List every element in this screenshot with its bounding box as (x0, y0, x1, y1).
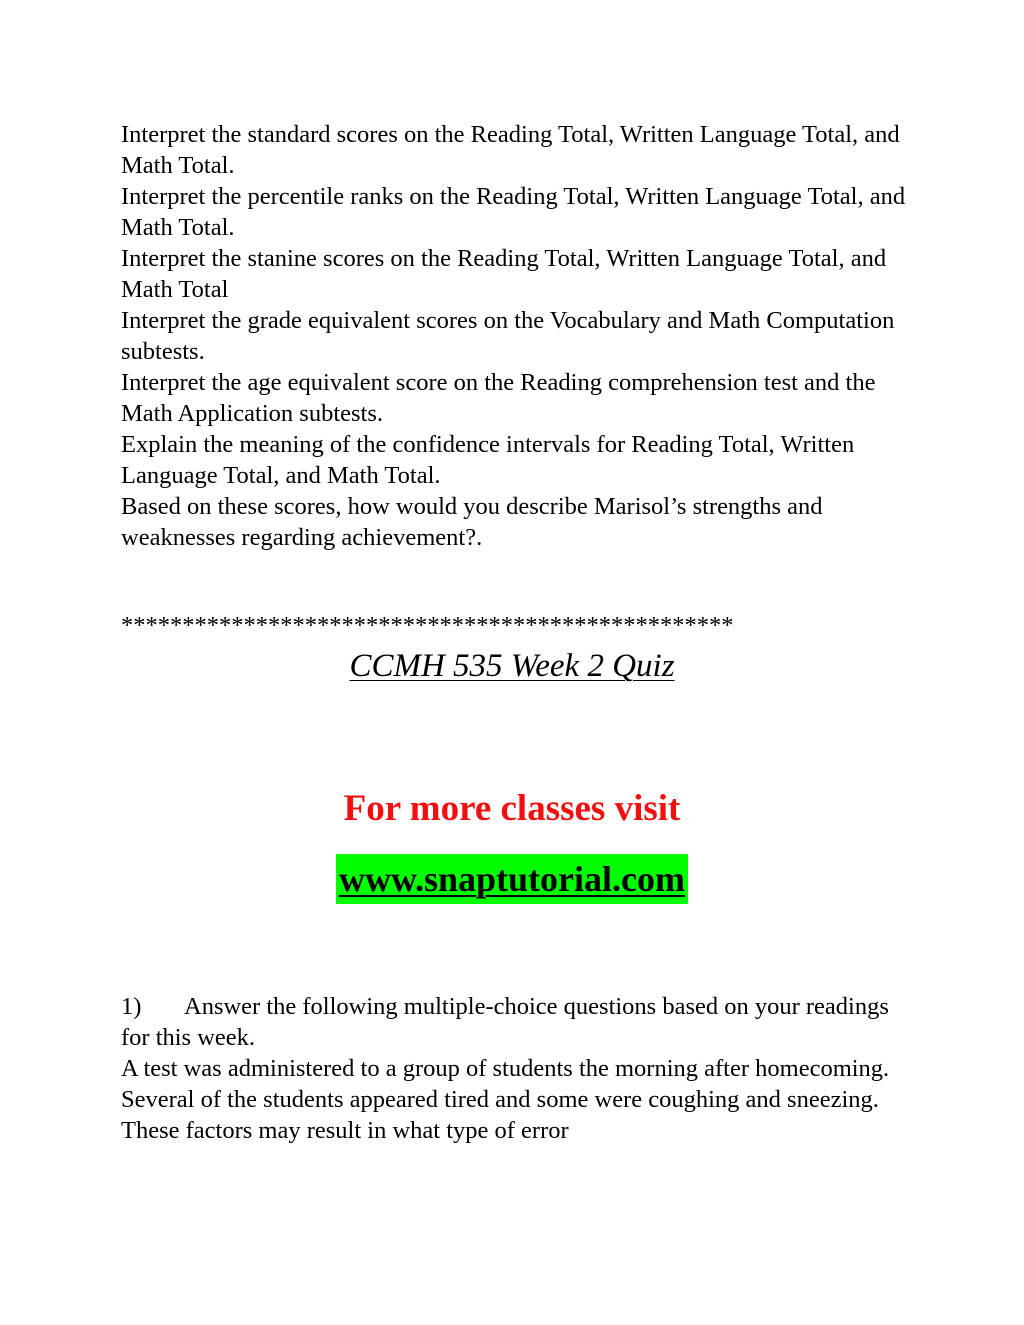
question-block (121, 991, 911, 1146)
instruction-item: Interpret the stanine scores on the Reading Total, Written Language Total, and Math Total (121, 245, 887, 303)
question-intro-text: Answer the following multiple-choice questions based on your readings for this week. (121, 993, 889, 1051)
promo-text: For more classes visit (343, 788, 681, 829)
promo-url-wrapper (0, 854, 1024, 904)
instruction-item: Interpret the percentile ranks on the Reading Total, Written Language Total, and Math Total. (121, 183, 906, 241)
question-number: 1) (121, 993, 142, 1020)
instruction-item: Explain the meaning of the confidence intervals for Reading Total, Written Language Total, and Math Total. (121, 431, 855, 489)
instruction-list (121, 119, 911, 553)
instruction-item: Based on these scores, how would you describe Marisol’s strengths and weaknesses regarding achievement?. (121, 493, 823, 551)
question-body: A test was administered to a group of students the morning after homecoming. Several of the students appeared tired and some were coughing and sneezing. These factors may result in what type of error (121, 1055, 890, 1144)
instruction-item: Interpret the standard scores on the Reading Total, Written Language Total, and Math Total. (121, 121, 900, 179)
quiz-title: CCMH 535 Week 2 Quiz (349, 648, 675, 684)
instruction-item: Interpret the age equivalent score on the Reading comprehension test and the Math Application subtests. (121, 369, 876, 427)
question-intro (121, 991, 911, 1053)
instruction-item: Interpret the grade equivalent scores on the Vocabulary and Math Computation subtests. (121, 307, 895, 365)
asterisk-separator: ************************************************** (121, 612, 734, 639)
promo-url-link[interactable]: www.snaptutorial.com (336, 854, 688, 904)
